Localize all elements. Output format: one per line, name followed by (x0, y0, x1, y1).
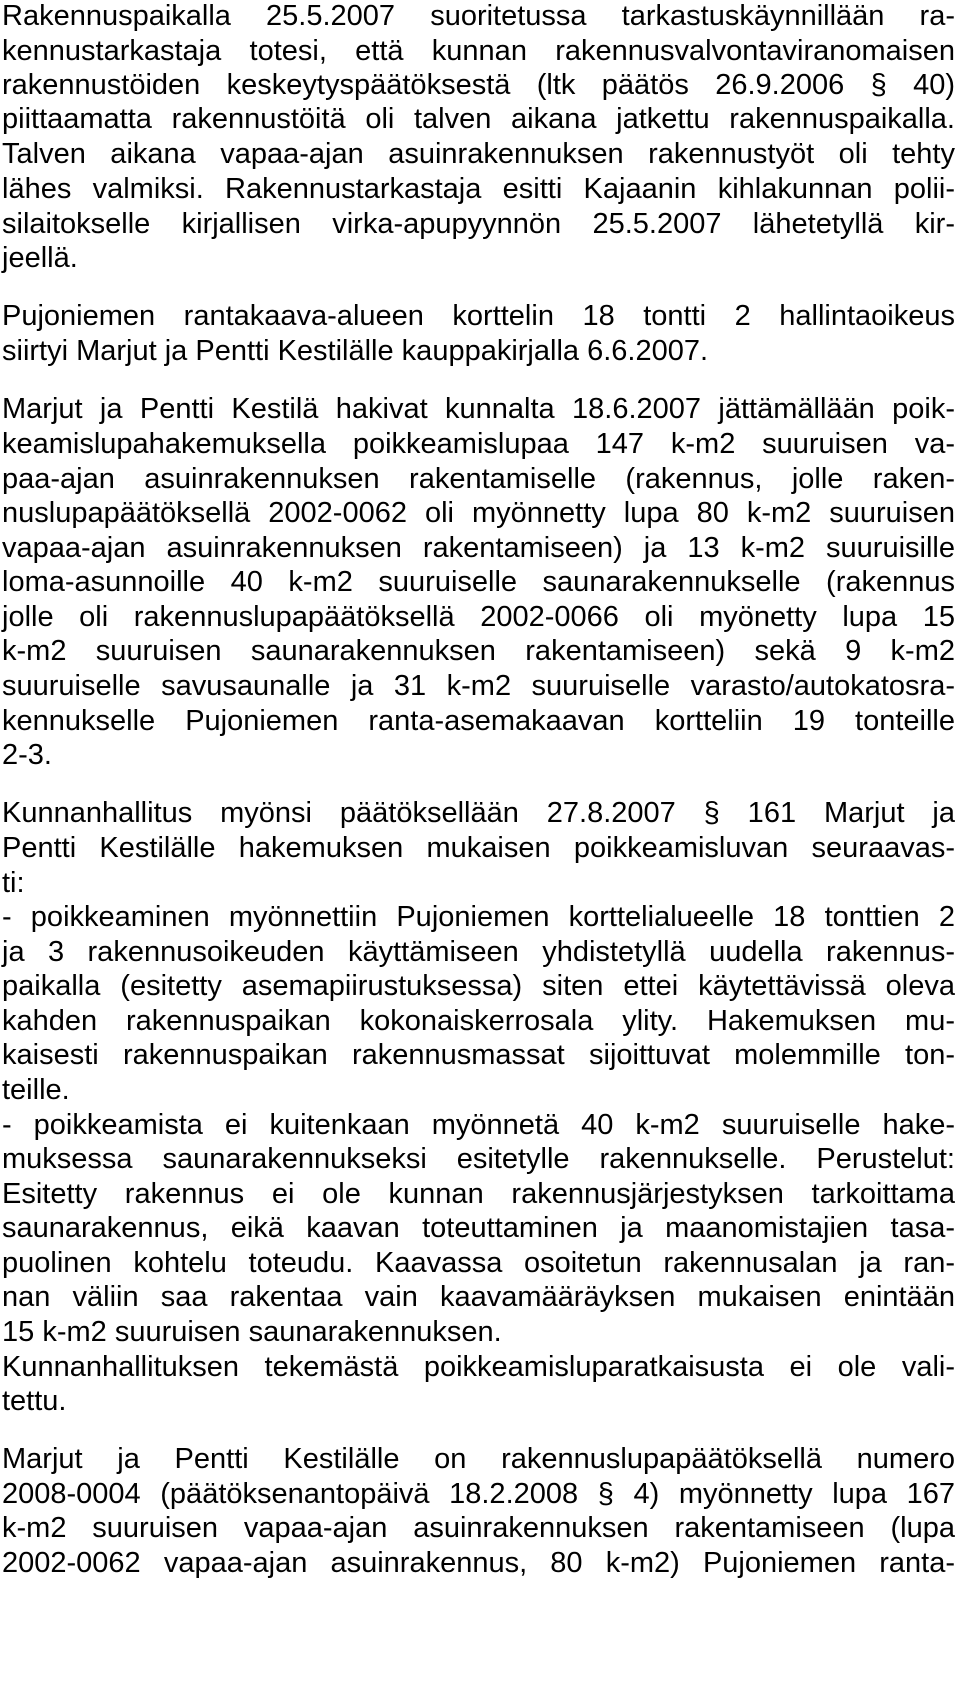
text-line: paa-ajan asuinrakennuksen rakentamiselle (rakennus, jolle raken- (2, 463, 955, 495)
text-line: muksessa saunarakennukseksi esitetylle rakennukselle. Perustelut: (2, 1143, 955, 1175)
text-line: keamislupahakemuksella poikkeamislupaa 147 k-m2 suuruisen va- (2, 428, 955, 460)
text-line: - poikkeaminen myönnettiin Pujoniemen korttelialueelle 18 tonttien 2 (2, 901, 955, 933)
text-line: Pujoniemen rantakaava-alueen korttelin 18 tontti 2 hallintaoikeus (2, 300, 955, 332)
text-line: teille. (2, 1074, 70, 1106)
text-line: ti: (2, 867, 25, 899)
text-line: vapaa-ajan asuinrakennuksen rakentamiseen) ja 13 k-m2 suuruisille (2, 532, 955, 564)
text-line: Pentti Kestilälle hakemuksen mukaisen poikkeamisluvan seuraavas- (2, 832, 955, 864)
text-line: nuslupapäätöksellä 2002-0062 oli myönnetty lupa 80 k-m2 suuruisen (2, 497, 955, 529)
text-line: k-m2 suuruisen saunarakennuksen rakentamiseen) sekä 9 k-m2 (2, 635, 955, 667)
text-line: Talven aikana vapaa-ajan asuinrakennuksen rakennustyöt oli tehty (2, 138, 955, 170)
text-line: 15 k-m2 suuruisen saunarakennuksen. (2, 1316, 502, 1348)
text-line: jeellä. (2, 242, 78, 274)
text-line: rakennustöiden keskeytyspäätöksestä (ltk päätös 26.9.2006 § 40) (2, 69, 955, 101)
text-line: kahden rakennuspaikan kokonaiskerrosala ylity. Hakemuksen mu- (2, 1005, 955, 1037)
text-line: Rakennuspaikalla 25.5.2007 suoritetussa tarkastuskäynnillään ra- (2, 0, 955, 32)
text-line: saunarakennus, eikä kaavan toteuttaminen ja maanomistajien tasa- (2, 1212, 955, 1244)
text-line: puolinen kohtelu toteudu. Kaavassa osoitetun rakennusalan ja ran- (2, 1247, 955, 1279)
text-line: jolle oli rakennuslupapäätöksellä 2002-0066 oli myönetty lupa 15 (2, 601, 955, 633)
text-line: kaisesti rakennuspaikan rakennusmassat sijoittuvat molemmille ton- (2, 1039, 955, 1071)
text-line: loma-asunnoille 40 k-m2 suuruiselle saunarakennukselle (rakennus (2, 566, 955, 598)
text-line: tettu. (2, 1385, 67, 1417)
text-line: kennukselle Pujoniemen ranta-asemakaavan kortteliin 19 tonteille (2, 705, 955, 737)
text-line: Kunnanhallitus myönsi päätöksellään 27.8.2007 § 161 Marjut ja (2, 797, 955, 829)
text-line: lähes valmiksi. Rakennustarkastaja esitti Kajaanin kihlakunnan polii- (2, 173, 955, 205)
text-line: 2002-0062 vapaa-ajan asuinrakennus, 80 k-m2) Pujoniemen ranta- (2, 1547, 955, 1579)
text-line: siirtyi Marjut ja Pentti Kestilälle kauppakirjalla 6.6.2007. (2, 335, 709, 367)
text-line: 2-3. (2, 739, 52, 771)
text-line: piittaamatta rakennustöitä oli talven aikana jatkettu rakennuspaikalla. (2, 103, 955, 135)
text-line: - poikkeamista ei kuitenkaan myönnetä 40 k-m2 suuruiselle hake- (2, 1109, 955, 1141)
text-line: kennustarkastaja totesi, että kunnan rakennusvalvontaviranomaisen (2, 35, 955, 67)
text-line: 2008-0004 (päätöksenantopäivä 18.2.2008 § 4) myönnetty lupa 167 (2, 1478, 955, 1510)
text-line: Marjut ja Pentti Kestilä hakivat kunnalta 18.6.2007 jättämällään poik- (2, 393, 955, 425)
text-line: Kunnanhallituksen tekemästä poikkeamisluparatkaisusta ei ole vali- (2, 1351, 955, 1383)
text-line: paikalla (esitetty asemapiirustuksessa) siten ettei käytettävissä oleva (2, 970, 955, 1002)
text-line: Esitetty rakennus ei ole kunnan rakennusjärjestyksen tarkoittama (2, 1178, 955, 1210)
text-line: nan väliin saa rakentaa vain kaavamääräyksen mukaisen enintään (2, 1281, 955, 1313)
text-line: silaitokselle kirjallisen virka-apupyynnön 25.5.2007 lähetetyllä kir- (2, 208, 955, 240)
text-line: suuruiselle savusaunalle ja 31 k-m2 suuruiselle varasto/autokatosra- (2, 670, 955, 702)
text-line: ja 3 rakennusoikeuden käyttämiseen yhdistetyllä uudella rakennus- (2, 936, 955, 968)
text-line: k-m2 suuruisen vapaa-ajan asuinrakennuksen rakentamiseen (lupa (2, 1512, 955, 1544)
text-line: Marjut ja Pentti Kestilälle on rakennuslupapäätöksellä numero (2, 1443, 955, 1475)
